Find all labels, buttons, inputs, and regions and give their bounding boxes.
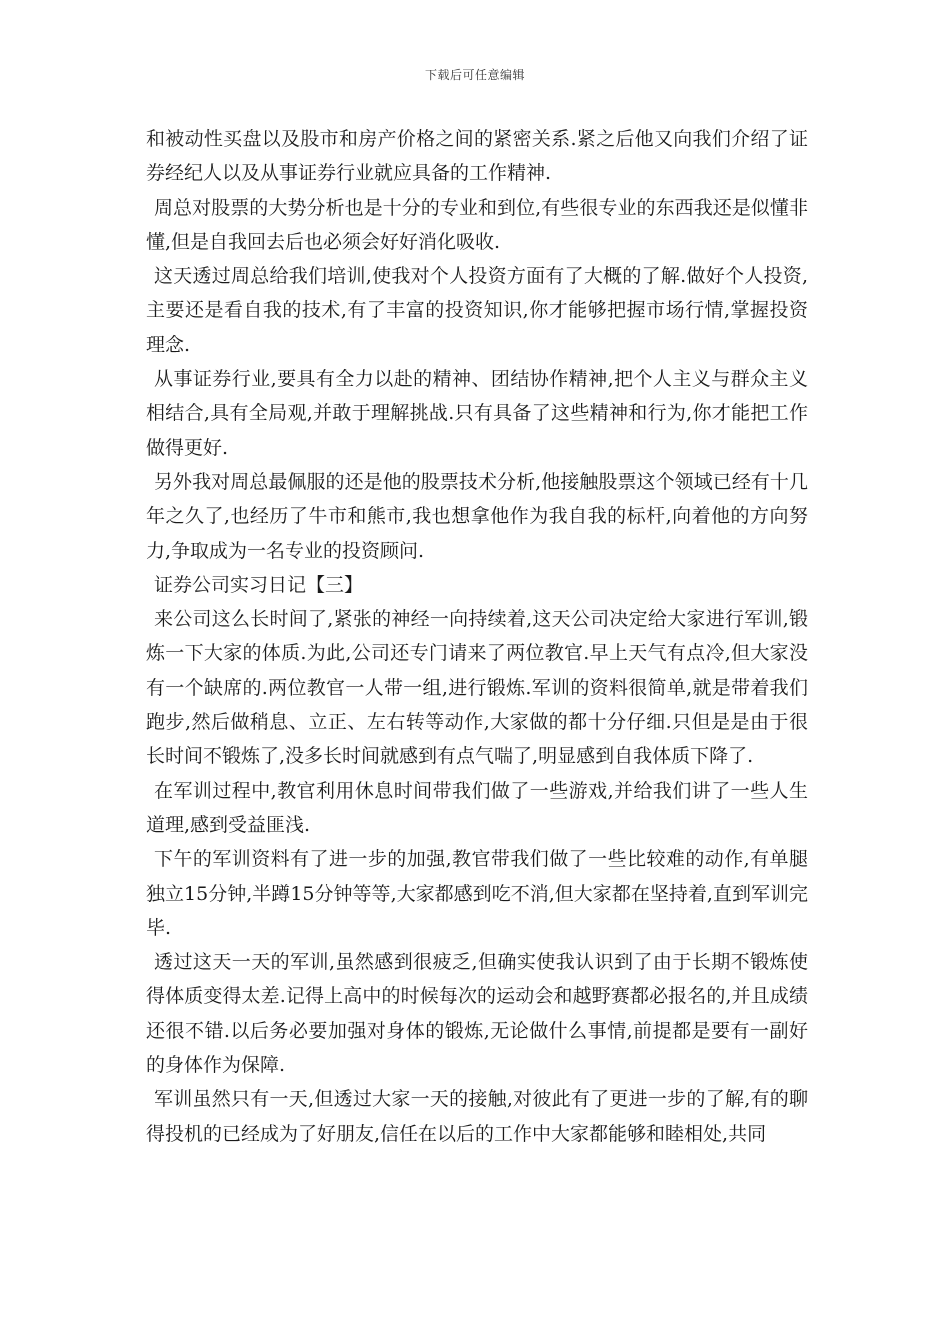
paragraph-1: 和被动性买盘以及股市和房产价格之间的紧密关系.紧之后他又向我们介绍了证券经纪人以及从事证券行业就应具备的工作精神. xyxy=(146,128,808,185)
paragraph-3: 这天透过周总给我们培训,使我对个人投资方面有了大概的了解.做好个人投资,主要还是看自我的技术,有了丰富的投资知识,你才能够把握市场行情,掌握投资理念. xyxy=(146,265,808,356)
section-heading: 证券公司实习日记【三】 xyxy=(154,573,364,596)
header-note: 下载后可任意编辑 xyxy=(424,68,525,82)
paragraph-8: 下午的军训资料有了进一步的加强,教官带我们做了一些比较难的动作,有单腿独立15分钟,半蹲15分钟等等,大家都感到吃不消,但大家都在坚持着,直到军训完毕. xyxy=(146,848,808,939)
paragraph-7: 在军训过程中,教官利用休息时间带我们做了一些游戏,并给我们讲了一些人生道理,感到受益匪浅. xyxy=(146,779,808,836)
paragraph-6: 来公司这么长时间了,紧张的神经一向持续着,这天公司决定给大家进行军训,锻炼一下大家的体质.为此,公司还专门请来了两位教官.早上天气有点冷,但大家没有一个缺席的.两位教官一人带一组,进行锻炼.军训的资料很简单,就是带着我们跑步,然后做稍息、立正、左右转等动作,大家做的都十分仔细.只但是是由于很长时间不锻炼了,没多长时间就感到有点气喘了,明显感到自我体质下降了. xyxy=(146,608,808,768)
paragraph-5: 另外我对周总最佩服的还是他的股票技术分析,他接触股票这个领域已经有十几年之久了,也经历了牛市和熊市,我也想拿他作为我自我的标杆,向着他的方向努力,争取成为一名专业的投资顾问. xyxy=(146,470,808,562)
paragraph-4: 从事证券行业,要具有全力以赴的精神、团结协作精神,把个人主义与群众主义相结合,具有全局观,并敢于理解挑战.只有具备了这些精神和行为,你才能把工作做得更好. xyxy=(146,368,808,459)
paragraph-2: 周总对股票的大势分析也是十分的专业和到位,有些很专业的东西我还是似懂非懂,但是自我回去后也必须会好好消化吸收. xyxy=(146,196,808,253)
paragraph-9: 透过这天一天的军训,虽然感到很疲乏,但确实使我认识到了由于长期不锻炼使得体质变得太差.记得上高中的时候每次的运动会和越野赛都必报名的,并且成绩还很不错.以后务必要加强对身体的锻炼,无论做什么事情,前提都是要有一副好的身体作为保障. xyxy=(146,951,808,1077)
document-body xyxy=(146,122,808,1151)
paragraph-10: 军训虽然只有一天,但透过大家一天的接触,对彼此有了更进一步的了解,有的聊得投机的已经成为了好朋友,信任在以后的工作中大家都能够和睦相处,共同 xyxy=(146,1088,808,1145)
